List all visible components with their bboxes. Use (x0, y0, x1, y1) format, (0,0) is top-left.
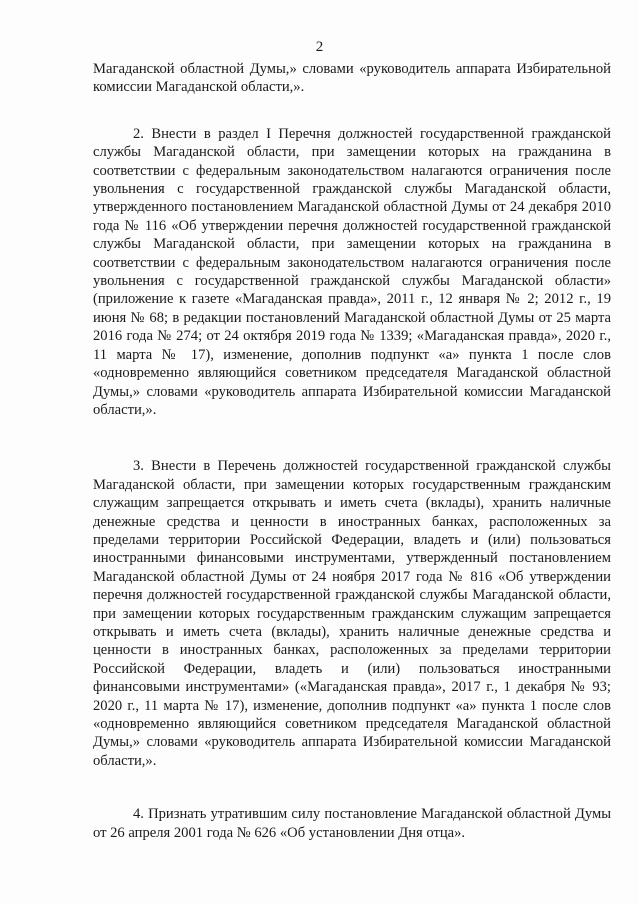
page-number: 2 (315, 39, 324, 55)
paragraph-item-2: 2. Внести в раздел I Перечня должностей государственной гражданской службы Магаданской области, при замещении которых на гражданина в соответствии с федеральным законодательством налагаются ограничения после увольнения с государственной гражданской службы Магаданской области, утвержденного постановлением Магаданской областной Думы от 24 декабря 2010 года № 116 «Об утверждении перечня должностей государственной гражданской службы Магаданской области, при замещении которых на гражданина в соответствии с федеральным законодательством налагаются ограничения после увольнения с государственной гражданской службы Магаданской области» (приложение к газете «Магаданская правда», 2011 г., 12 января № 2; 2012 г., 19 июня № 68; в редакции постановлений Магаданской областной Думы от 25 марта 2016 года № 274; от 24 октября 2019 года № 1339; «Магаданская правда», 2020 г., 11 марта № 17), изменение, дополнив подпункт «а» пункта 1 после слов «одновременно являющийся советником председателя Магаданской областной Думы,» словами «руководитель аппарата Избирательной комиссии Магаданской области,». (93, 125, 611, 418)
paragraph-item-3: 3. Внести в Перечень должностей государственной гражданской службы Магаданской области, при замещении которых государственным гражданским служащим запрещается открывать и иметь счета (вклады), хранить наличные денежные средства и ценности в иностранных банках, расположенных за пределами территории Российской Федерации, владеть и (или) пользоваться иностранными финансовыми инструментами, утвержденный постановлением Магаданской областной Думы от 24 ноября 2017 года № 816 «Об утверждении перечня должностей государственной гражданской службы Магаданской области, при замещении которых государственным гражданским служащим запрещается открывать и иметь счета (вклады), хранить наличные денежные средства и ценности в иностранных банках, расположенных за пределами территории Российской Федерации, владеть и (или) пользоваться иностранными финансовыми инструментами» («Магаданская правда», 2017 г., 1 декабря № 93; 2020 г., 11 марта № 17), изменение, дополнив подпункт «а» пункта 1 после слов «одновременно являющийся советником председателя Магаданской областной Думы,» словами «руководитель аппарата Избирательной комиссии Магаданской области,». (93, 458, 611, 769)
document-body (93, 60, 611, 842)
paragraph-continuation: Магаданской областной Думы,» словами «руководитель аппарата Избирательной комиссии Магаданской области,». (93, 61, 611, 96)
paragraph-item-4: 4. Признать утратившим силу постановление Магаданской областной Думы от 26 апреля 2001 года № 626 «Об установлении Дня отца». (93, 806, 611, 841)
